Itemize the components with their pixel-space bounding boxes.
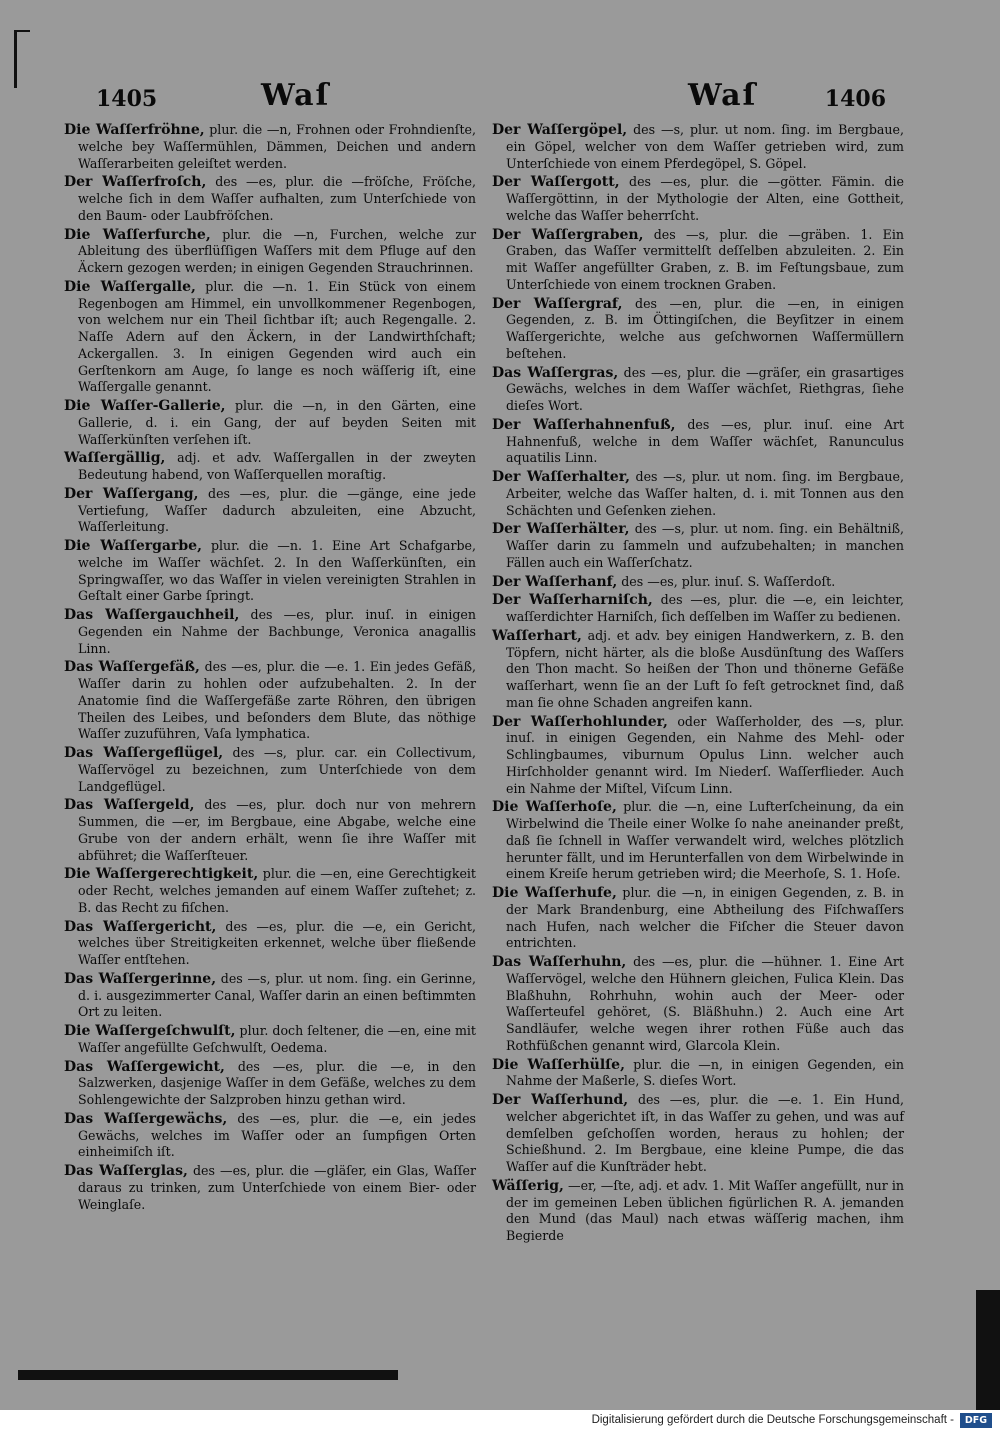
- entry-lemma: Die Waſſerhülſe,: [492, 1056, 625, 1073]
- entry-definition: des —s, plur. ut nom. ſing. im Bergbaue, Arbeiter, welche das Waſſer halten, d. i. mit Tonnen aus den Schächten und Geſenken ziehen.: [506, 469, 904, 518]
- entry-lemma: Der Waſſergott,: [492, 174, 620, 191]
- dictionary-entry: [64, 866, 476, 916]
- entry-lemma: Die Waſſerhufe,: [492, 885, 617, 901]
- entry-lemma: Das Waſſergauchheil,: [64, 607, 240, 623]
- running-headword-left: Waſ: [261, 78, 331, 113]
- entry-definition: plur. die —n, in einigen Gegenden, ein Nahme der Maßerle, S. dieſes Wort.: [506, 1056, 904, 1089]
- entry-lemma: Der Waſſerharniſch,: [492, 592, 653, 609]
- entry-lemma: Der Waſſerhund,: [492, 1092, 629, 1108]
- entry-lemma: Der Waſſergang,: [64, 485, 199, 502]
- dictionary-entry: [492, 469, 904, 519]
- dictionary-entry: [492, 296, 904, 363]
- entry-lemma: Der Waſſergraben,: [492, 226, 644, 243]
- scan-corner-mark: [14, 30, 30, 32]
- entry-definition: plur. die —n, Frohnen oder Frohndienſte, welche bey Waſſermühlen, Dämmen, Deichen und andern Waſſerarbeiten geleiſtet werden.: [78, 122, 476, 171]
- dictionary-entry: [492, 799, 904, 883]
- page-header: [96, 78, 886, 114]
- running-headword-right: Waſ: [688, 78, 758, 113]
- entry-definition: des —es, plur. die —e, ein jedes Gewächs, welches im Waſſer oder an ſumpfigen Orten einheimiſch iſt.: [78, 1110, 476, 1160]
- entry-definition: des —es, plur. die —hühner. 1. Eine Art Waſſervögel, welche den Hühnern gleichen, Fulica Klein. Das Blaßhuhn, Rohrhuhn, wohin auch der Meer- oder Waſſerteufel gehöret, (S. Bläßhuhn.) 2. Auch eine Art Sandläufer, welche wegen ihrer rothen Füße auch das Rothfüßchen genannt wird, Glarcola Klein.: [506, 954, 904, 1053]
- entry-lemma: Das Waſſergewächs,: [64, 1110, 228, 1127]
- entry-lemma: Der Waſſerhahnenfuß,: [492, 416, 676, 433]
- footer-text: Digitalisierung gefördert durch die Deutsche Forschungsgemeinschaft -: [591, 1414, 954, 1426]
- entry-definition: des —es, plur. die —e, ein leichter, waſſerdichter Harniſch, ſich deſſelben im Waſſer zu bedienen.: [506, 592, 904, 624]
- entry-definition: plur. die —n. 1. Ein Stück von einem Regenbogen am Himmel, ein unvollkommener Regenbogen, von welchem nur ein Theil ſichtbar iſt; auch Regengalle. 2. Naſſe Adern auf den Äckern, in der Landwirthſchaft; Ackergallen. 3. In einigen Gegenden wird auch ein Gerſtenkorn am Auge, ſo lange es noch wäſſerig iſt, eine Waſſergalle genannt.: [78, 278, 476, 395]
- entry-definition: oder Waſſerholder, des —s, plur. inuſ. in einigen Gegenden, ein Nahme des Mehl- oder Schlingbaumes, viburnum Opulus Linn. welcher auch Hirſchholder genannt wird. Im Niederſ. Waſſerflieder. Auch ein Nahme der Miſtel, Viſcum Linn.: [506, 713, 904, 796]
- entry-lemma: Der Waſſergraf,: [492, 295, 623, 312]
- entry-definition: plur. die —n, in den Gärten, eine Gallerie, d. i. ein Gang, der auf beyden Seiten mit Waſſerkünſten verſehen iſt.: [78, 398, 476, 447]
- entry-lemma: Der Waſſerhanf,: [492, 573, 618, 590]
- entry-lemma: Der Waſſerhälter,: [492, 521, 630, 538]
- entry-lemma: Waſſerhart,: [492, 627, 582, 644]
- dictionary-entry: [64, 227, 476, 277]
- entry-lemma: Das Waſſergericht,: [64, 918, 217, 935]
- left-column: [64, 122, 476, 1215]
- entry-definition: plur. die —en, eine Gerechtigkeit oder Recht, welches jemanden auf einem Waſſer zuſtehet; z. B. das Recht zu fiſchen.: [78, 866, 476, 915]
- dictionary-entry: [64, 971, 476, 1021]
- dictionary-entry: [492, 122, 904, 172]
- entry-definition: plur. die —n. 1. Eine Art Schafgarbe, welche im Waſſer wächſet. 2. In den Waſſerkünſten, ein Springwaſſer, wo das Waſſer in vielen vereinigten Strahlen in Geſtalt einer Garbe ſpringt.: [78, 538, 476, 604]
- entry-definition: des —s, plur. ut nom. ſing. ein Gerinne, d. i. ausgezimmerter Canal, Waſſer darin an einen beſtimmten Ort zu leiten.: [78, 970, 477, 1020]
- entry-definition: des —es, plur. die —gräſer, ein grasartiges Gewächs, welches in dem Waſſer wächſet, Riethgras, ſiehe dieſes Wort.: [506, 364, 904, 413]
- entry-definition: des —es, plur. die —götter. Fämin. die Waſſergöttinn, in der Mythologie der Alten, eine Gottheit, welche das Waſſer beherrſcht.: [506, 174, 904, 223]
- entry-lemma: Die Waſſergalle,: [64, 278, 196, 295]
- dictionary-entry: [492, 1178, 904, 1245]
- dictionary-entry: [64, 398, 476, 448]
- entry-definition: —er, —ſte, adj. et adv. 1. Mit Waſſer angefüllt, nur in der im gemeinen Leben üblichen figürlichen R. A. jemanden den Mund (das Maul) nach etwas wäſſerig machen, ihm Begierde: [506, 1177, 904, 1243]
- entry-lemma: Die Waſſerfurche,: [64, 226, 211, 243]
- entry-lemma: Das Waſſerhuhn,: [492, 954, 627, 970]
- entry-lemma: Wäſſerig,: [492, 1177, 564, 1194]
- dictionary-entry: [492, 714, 904, 798]
- dictionary-entry: [492, 227, 904, 294]
- entry-lemma: Das Waſſergefäß,: [64, 659, 200, 676]
- scan-corner-mark: [14, 30, 17, 88]
- entry-definition: des —es, plur. die —e, in den Salzwerken, dasjenige Waſſer in dem Gefäße, welches zu dem Sohlengewichte der Salzproben hinzu gethan wird.: [78, 1058, 476, 1107]
- entry-definition: adj. et adv. Waſſergallen in der zweyten Bedeutung habend, von Waſſerquellen moraſtig.: [78, 450, 476, 482]
- dictionary-entry: [64, 1163, 476, 1213]
- entry-definition: des —es, plur. inuſ. eine Art Hahnenfuß, welche in dem Waſſer wächſet, Ranunculus aquatilis Linn.: [506, 416, 905, 466]
- scan-edge-shadow: [18, 1370, 398, 1380]
- dictionary-entry: [492, 174, 904, 224]
- dictionary-entry: [64, 797, 476, 864]
- dictionary-entry: [492, 574, 904, 591]
- dictionary-entry: [64, 1059, 476, 1109]
- dictionary-entry: [492, 1057, 904, 1091]
- entry-definition: plur. doch ſeltener, die —en, eine mit Waſſer angefüllte Geſchwulſt, Oedema.: [78, 1023, 476, 1055]
- entry-definition: des —s, plur. ut nom. ſing. im Bergbaue, ein Göpel, welcher von dem Waſſer getrieben wird, zum Unterſchiede von einem Pferdegöpel, S. Göpel.: [506, 122, 904, 171]
- entry-lemma: Das Waſſergras,: [492, 364, 619, 381]
- dictionary-entry: [64, 122, 476, 172]
- dictionary-entry: [64, 607, 476, 657]
- dictionary-entry: [64, 1023, 476, 1057]
- funding-footer: [0, 1410, 1000, 1432]
- dictionary-entry: [64, 745, 476, 795]
- entry-lemma: Das Waſſergeflügel,: [64, 745, 224, 761]
- dictionary-entry: [64, 659, 476, 743]
- entry-lemma: Die Waſſergerechtigkeit,: [64, 866, 259, 883]
- entry-lemma: Der Waſſergöpel,: [492, 122, 628, 138]
- entry-definition: des —es, plur. doch nur von mehrern Summen, die —er, im Bergbaue, eine Abgabe, welche eine Grube von der andern erhält, wenn ſie ihre Waſſer mit abführet; die Waſſerſteuer.: [78, 797, 476, 863]
- dictionary-entry: [492, 954, 904, 1055]
- entry-definition: des —es, plur. die —gänge, eine jede Vertiefung, Waſſer dadurch abzuleiten, eine Abzucht, Waſſerleitung.: [78, 485, 476, 535]
- entry-lemma: Das Waſſergeld,: [64, 797, 195, 814]
- dictionary-entry: [492, 592, 904, 626]
- dictionary-entry: [64, 174, 476, 224]
- dictionary-entry: [64, 486, 476, 536]
- entry-lemma: Die Waſſer-Gallerie,: [64, 398, 226, 414]
- entry-lemma: Der Waſſerhalter,: [492, 469, 630, 485]
- entry-definition: des —es, plur. die —e, ein Gericht, welches über Streitigkeiten erkennet, welche über fließende Waſſer entſtehen.: [78, 918, 476, 967]
- entry-definition: adj. et adv. bey einigen Handwerkern, z. B. den Töpfern, nicht härter, als die bloße Ausdünſtung des Waſſers den Thon macht. So heißen der Thon und thönerne Gefäße waſſerhart, wenn ſie an der Luft ſo feſt getrocknet ſind, daß man ſie ohne Schaden angreifen kann.: [506, 627, 904, 710]
- entry-lemma: Die Waſſergarbe,: [64, 538, 202, 554]
- entry-definition: des —s, plur. car. ein Collectivum, Waſſervögel zu bezeichnen, zum Unterſchiede von dem Landgeflügel.: [78, 745, 476, 794]
- right-column: [492, 122, 904, 1247]
- scan-edge-shadow: [976, 1290, 1000, 1410]
- entry-lemma: Die Waſſerhoſe,: [492, 799, 617, 816]
- entry-definition: des —en, plur. die —en, in einigen Gegenden, z. B. im Öttingiſchen, die Beyſitzer in einem Waſſergerichte, welche aus geſchwornen Waſſermüllern beſtehen.: [506, 295, 904, 361]
- entry-definition: des —es, plur. inuſ. S. Waſſerdoſt.: [621, 573, 836, 589]
- entry-lemma: Die Waſſergeſchwulſt,: [64, 1023, 236, 1039]
- entry-lemma: Waſſergällig,: [64, 450, 166, 467]
- dictionary-entry: [64, 919, 476, 969]
- dictionary-entry: [492, 628, 904, 712]
- entry-lemma: Der Waſſerfroſch,: [64, 174, 207, 191]
- dictionary-entry: [64, 1111, 476, 1161]
- dictionary-entry: [492, 417, 904, 467]
- entry-lemma: Das Waſſergewicht,: [64, 1058, 225, 1075]
- entry-definition: des —s, plur. ut nom. ſing. ein Behältniß, Waſſer darin zu ſammeln und aufzubehalten; in manchen Fällen auch ein Waſſerſchatz.: [506, 521, 904, 570]
- entry-definition: plur. die —n, eine Lufterſcheinung, da ein Wirbelwind die Theile einer Wolke ſo nahe aneinander preßt, daß ſie ſchnell in Waſſer verwandelt wird, welches plötzlich herunter fällt, und im Herunterfallen von dem Wirbelwinde in einem Kreiſe herum getrieben wird; die Meerhoſe, S. 1. Hoſe.: [506, 799, 904, 882]
- entry-definition: des —es, plur. die —e. 1. Ein jedes Gefäß, Waſſer darin zu hohlen oder aufzubehalten. 2. In der Anatomie ſind die Waſſergefäße zarte Röhren, den übrigen Theilen des Leibes, und beſonders dem Blute, das nöthige Waſſer zuzuführen, Vaſa lymphatica.: [78, 659, 476, 742]
- dictionary-entry: [492, 885, 904, 952]
- entry-definition: plur. die —n, in einigen Gegenden, z. B. in der Mark Brandenburg, eine Abtheilung des Fiſchwaſſers nach Hufen, nach welcher die Fiſcher die Steuer davon entrichten.: [506, 885, 904, 951]
- entry-definition: des —es, plur. die —fröſche, Fröſche, welche ſich in dem Waſſer aufhalten, zum Unterſchiede von den Baum- oder Laubfröſchen.: [78, 174, 476, 223]
- entry-definition: plur. die —n, Furchen, welche zur Ableitung des überflüſſigen Waſſers mit dem Pfluge auf den Äckern gezogen werden; in einigen Gegenden Strauchrinnen.: [78, 226, 476, 275]
- entry-definition: des —es, plur. inuſ. in einigen Gegenden ein Nahme der Bachbunge, Veronica anagallis Linn.: [78, 607, 476, 656]
- dictionary-entry: [64, 279, 476, 396]
- dictionary-entry: [492, 521, 904, 571]
- entry-definition: des —es, plur. die —gläſer, ein Glas, Waſſer daraus zu trinken, zum Unterſchiede von einem Bier- oder Weinglaſe.: [78, 1163, 476, 1212]
- dictionary-entry: [64, 450, 476, 484]
- entry-definition: des —es, plur. die —e. 1. Ein Hund, welcher abgerichtet iſt, in das Waſſer zu gehen, und was auf demſelben geſchoſſen worden, heraus zu hohlen; der Schießhund. 2. Im Bergbaue, eine kleine Pumpe, die das Waſſer auf die Kunſträder hebt.: [506, 1092, 905, 1174]
- dfg-logo: DFG: [960, 1413, 992, 1428]
- entry-lemma: Die Waſſerfröhne,: [64, 122, 205, 138]
- dictionary-entry: [492, 365, 904, 415]
- page-number-right: 1406: [824, 86, 886, 112]
- entry-lemma: Das Waſſerglas,: [64, 1163, 188, 1179]
- page-number-left: 1405: [96, 86, 158, 112]
- dictionary-entry: [64, 538, 476, 605]
- entry-lemma: Der Waſſerhohlunder,: [492, 713, 668, 730]
- entry-definition: des —s, plur. die —gräben. 1. Ein Graben, das Waſſer vermittelſt deſſelben abzuleiten. 2. Ein mit Waſſer angefüllter Graben, z. B. im Feſtungsbaue, zum Unterſchiede von einem trocknen Graben.: [506, 226, 904, 292]
- entry-lemma: Das Waſſergerinne,: [64, 970, 217, 987]
- dictionary-entry: [492, 1092, 904, 1176]
